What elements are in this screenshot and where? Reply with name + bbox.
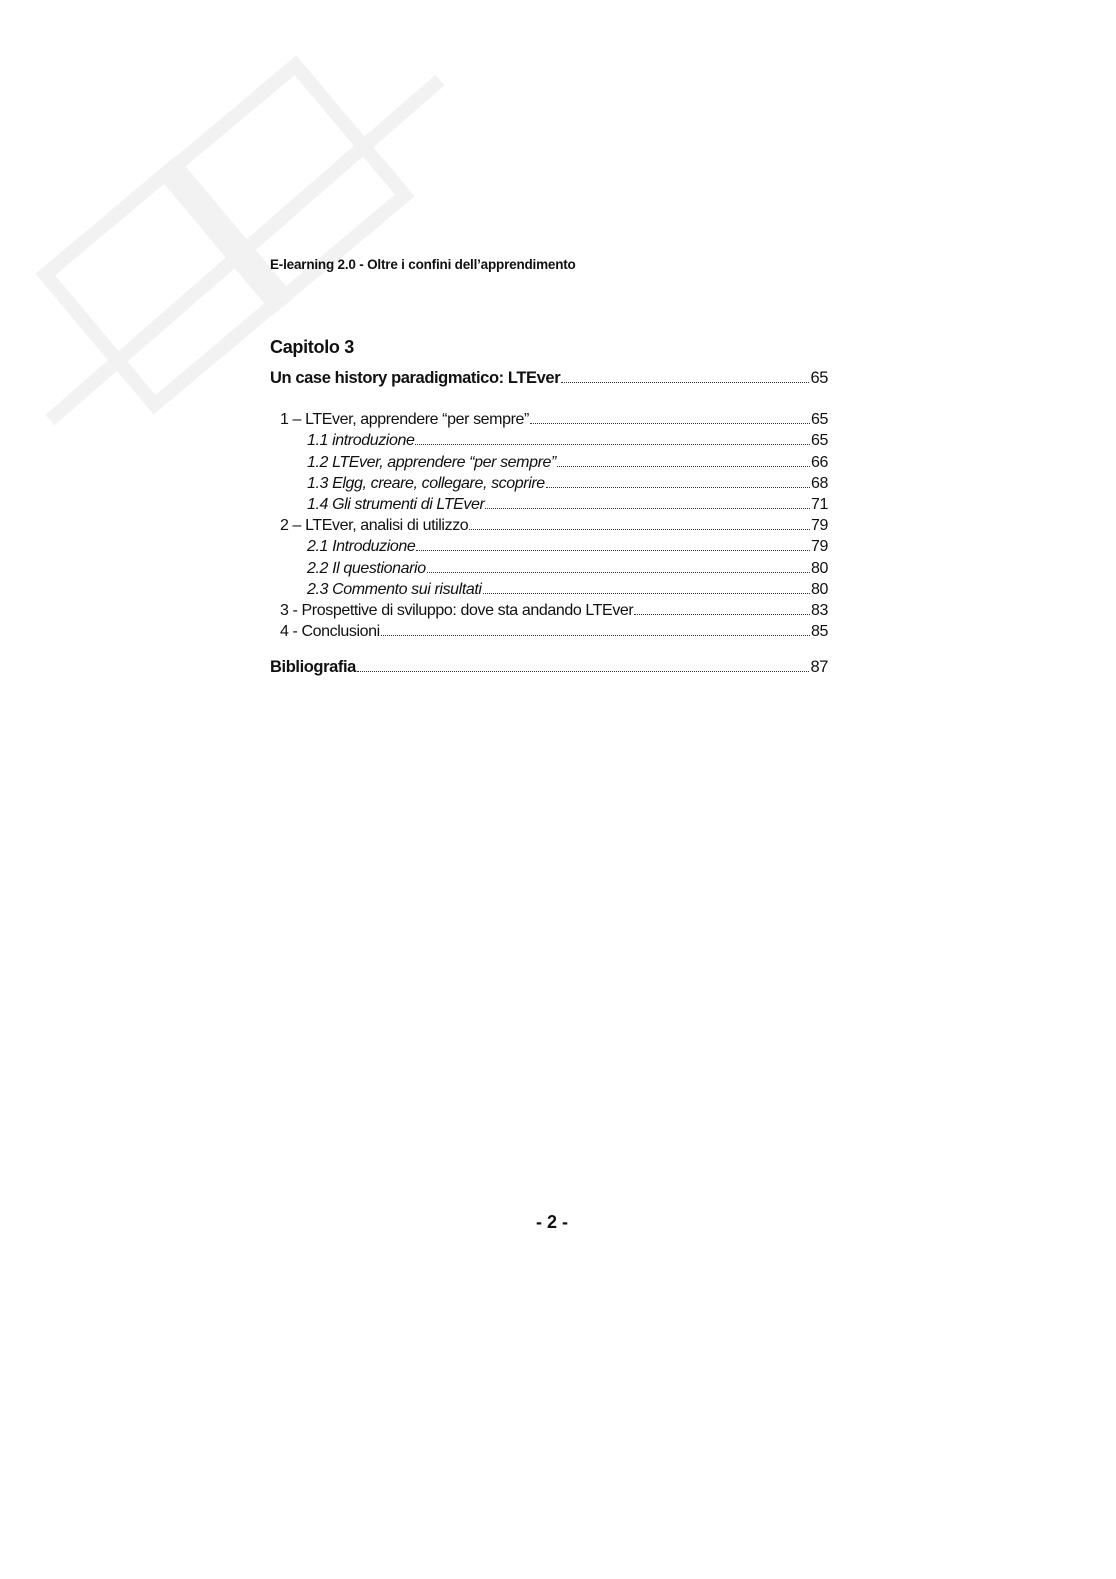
toc-entry-title: 1 – LTEver, apprendere “per sempre” xyxy=(280,411,529,429)
toc-entry-section-1-2[interactable] xyxy=(270,452,828,473)
dot-leader xyxy=(357,671,809,672)
toc-entry-title: 1.3 Elgg, creare, collegare, scoprire xyxy=(307,474,545,492)
toc-entry-chapter-title[interactable] xyxy=(270,368,828,389)
toc-entry-section-2-2[interactable] xyxy=(270,558,828,579)
toc-entry-section-1[interactable] xyxy=(270,409,828,430)
toc-entry-page: 83 xyxy=(811,601,828,619)
toc-entry-page: 80 xyxy=(811,559,828,577)
toc-entry-title: 4 - Conclusioni xyxy=(280,623,380,641)
dot-leader xyxy=(427,572,810,573)
toc-entry-title: 1.1 introduzione xyxy=(307,432,415,450)
chapter-label: Capitolo 3 xyxy=(270,337,355,357)
toc-entry-title: 2.2 Il questionario xyxy=(307,559,426,577)
toc-entry-section-1-3[interactable] xyxy=(270,473,828,494)
dot-leader xyxy=(557,466,810,467)
toc-entry-page: 80 xyxy=(811,580,828,598)
toc-entry-page: 87 xyxy=(810,658,828,677)
toc-entry-page: 79 xyxy=(811,517,828,535)
toc-entry-section-1-4[interactable] xyxy=(270,494,828,515)
toc-entry-section-2[interactable] xyxy=(270,515,828,536)
dot-leader xyxy=(381,635,810,636)
dot-leader xyxy=(483,593,810,594)
toc-entry-page: 71 xyxy=(811,495,828,513)
toc-entry-section-2-1[interactable] xyxy=(270,536,828,557)
toc-entry-page: 65 xyxy=(810,369,828,387)
dot-leader xyxy=(469,529,810,530)
table-of-contents xyxy=(270,336,828,678)
dot-leader xyxy=(546,487,810,488)
toc-entry-title: 3 - Prospettive di sviluppo: dove sta andando LTEver xyxy=(280,601,634,619)
dot-leader xyxy=(530,423,810,424)
toc-entry-page: 66 xyxy=(811,453,828,471)
toc-entry-section-2-3[interactable] xyxy=(270,579,828,600)
toc-entry-page: 65 xyxy=(811,411,828,429)
toc-entry-section-4[interactable] xyxy=(270,621,828,642)
toc-entry-page: 65 xyxy=(811,432,828,450)
dot-leader xyxy=(485,508,810,509)
dot-leader xyxy=(415,444,810,445)
toc-entry-section-1-1[interactable] xyxy=(270,430,828,451)
running-header: E-learning 2.0 - Oltre i confini dell’apprendimento xyxy=(270,257,576,272)
dot-leader xyxy=(561,382,809,383)
toc-entry-title: Bibliografia xyxy=(270,658,356,677)
toc-entry-title: Un case history paradigmatico: LTEver xyxy=(270,369,561,387)
toc-entry-title: 2 – LTEver, analisi di utilizzo xyxy=(280,517,469,535)
toc-entry-title: 2.1 Introduzione xyxy=(307,538,416,556)
toc-entry-title: 1.4 Gli strumenti di LTEver xyxy=(307,495,485,513)
toc-entry-title: 1.2 LTEver, apprendere “per sempre” xyxy=(307,453,556,471)
toc-entry-page: 68 xyxy=(811,474,828,492)
toc-entry-title: 2.3 Commento sui risultati xyxy=(307,580,482,598)
dot-leader xyxy=(634,614,810,615)
toc-entry-bibliography[interactable] xyxy=(270,657,828,678)
page-number: - 2 - xyxy=(535,1212,568,1232)
dot-leader xyxy=(416,550,810,551)
toc-entry-page: 85 xyxy=(811,623,828,641)
toc-entry-section-3[interactable] xyxy=(270,600,828,621)
toc-entry-page: 79 xyxy=(811,538,828,556)
